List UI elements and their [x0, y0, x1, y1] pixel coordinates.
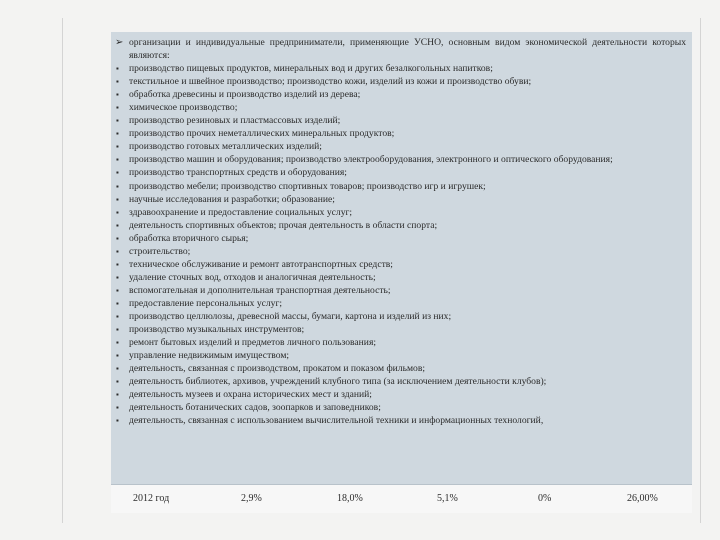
square-bullet-icon: ▪ [116, 311, 119, 321]
list-item-text: производство резиновых и пластмассовых изделий; [129, 115, 341, 127]
list-item [115, 401, 686, 414]
list-item [115, 414, 686, 427]
text-panel [111, 32, 692, 484]
square-bullet-icon: ▪ [116, 129, 119, 139]
square-bullet-icon: ▪ [116, 142, 119, 152]
list-item [115, 62, 686, 75]
square-bullet-icon: ▪ [116, 364, 119, 374]
list-item-text: строительство; [129, 245, 191, 257]
list-item [115, 323, 686, 336]
square-bullet-icon: ▪ [116, 233, 119, 243]
square-bullet-icon: ▪ [116, 259, 119, 269]
list-item [115, 349, 686, 362]
value-cell-5: 26,00% [627, 493, 658, 504]
value-cell-1: 2,9% [241, 493, 262, 504]
list-item-text: деятельность спортивных объектов; прочая деятельность в области спорта; [129, 219, 438, 231]
activity-list [115, 62, 686, 427]
list-item-text: производство целлюлозы, древесной массы, бумаги, картона и изделий из них; [129, 310, 452, 322]
list-item [115, 153, 686, 166]
square-bullet-icon: ▪ [116, 351, 119, 361]
list-item [115, 388, 686, 401]
list-item [115, 232, 686, 245]
list-item-text: деятельность, связанная с использованием вычислительной техники и информационных технологий, [129, 415, 544, 427]
square-bullet-icon: ▪ [116, 90, 119, 100]
square-bullet-icon: ▪ [116, 181, 119, 191]
square-bullet-icon: ▪ [116, 207, 119, 217]
square-bullet-icon: ▪ [116, 77, 119, 87]
value-cell-2: 18,0% [337, 493, 363, 504]
list-item [115, 166, 686, 179]
list-item-text: деятельность музеев и охрана исторических мест и зданий; [129, 389, 372, 401]
list-item [115, 258, 686, 271]
list-item-text: производство мебели; производство спортивных товаров; производство игр и игрушек; [129, 180, 486, 192]
left-divider [62, 18, 63, 523]
list-item-text: производство транспортных средств и оборудования; [129, 167, 347, 179]
square-bullet-icon: ▪ [116, 377, 119, 387]
square-bullet-icon: ▪ [116, 168, 119, 178]
table-row [111, 484, 692, 513]
list-item-text: производство музыкальных инструментов; [129, 324, 305, 336]
intro-paragraph [115, 36, 686, 62]
list-item [115, 206, 686, 219]
list-item [115, 180, 686, 193]
square-bullet-icon: ▪ [116, 194, 119, 204]
list-item [115, 193, 686, 206]
list-item [115, 219, 686, 232]
list-item-text: обработка древесины и производство изделий из дерева; [129, 89, 361, 101]
list-item [115, 297, 686, 310]
list-item [115, 310, 686, 323]
list-item [115, 140, 686, 153]
list-item-text: научные исследования и разработки; образование; [129, 193, 335, 205]
arrow-bullet-icon: ➢ [115, 37, 124, 48]
value-cell-3: 5,1% [437, 493, 458, 504]
list-item [115, 101, 686, 114]
year-cell: 2012 год [133, 493, 170, 504]
list-item-text: вспомогательная и дополнительная транспортная деятельность; [129, 284, 391, 296]
square-bullet-icon: ▪ [116, 390, 119, 400]
list-item [115, 375, 686, 388]
intro-text: организации и индивидуальные предприниматели, применяющие УСНО, основным видом экономической деятельности которых являются: [129, 37, 686, 62]
square-bullet-icon: ▪ [116, 403, 119, 413]
list-item-text: деятельность ботанических садов, зоопарков и заповедников; [129, 402, 381, 414]
list-item [115, 245, 686, 258]
square-bullet-icon: ▪ [116, 416, 119, 426]
square-bullet-icon: ▪ [116, 285, 119, 295]
list-item-text: производство готовых металлических изделий; [129, 141, 322, 153]
square-bullet-icon: ▪ [116, 220, 119, 230]
list-item [115, 114, 686, 127]
list-item [115, 75, 686, 88]
list-item-text: ремонт бытовых изделий и предметов личного пользования; [129, 337, 377, 349]
list-item-text: предоставление персональных услуг; [129, 297, 283, 309]
list-item [115, 362, 686, 375]
square-bullet-icon: ▪ [116, 103, 119, 113]
list-item-text: техническое обслуживание и ремонт автотранспортных средств; [129, 258, 393, 270]
list-item [115, 271, 686, 284]
list-item-text: производство машин и оборудования; производство электрооборудования, электронного и оптического оборудования; [129, 154, 613, 166]
square-bullet-icon: ▪ [116, 338, 119, 348]
square-bullet-icon: ▪ [116, 116, 119, 126]
square-bullet-icon: ▪ [116, 325, 119, 335]
list-item-text: текстильное и швейное производство; производство кожи, изделий из кожи и производство обуви; [129, 76, 532, 88]
list-item-text: деятельность, связанная с производством, прокатом и показом фильмов; [129, 363, 426, 375]
square-bullet-icon: ▪ [116, 272, 119, 282]
list-item-text: деятельность библиотек, архивов, учреждений клубного типа (за исключением деятельности клубов); [129, 376, 547, 388]
list-item [115, 284, 686, 297]
list-item-text: обработка вторичного сырья; [129, 232, 249, 244]
list-item-text: производство прочих неметаллических минеральных продуктов; [129, 128, 395, 140]
list-item-text: управление недвижимым имуществом; [129, 350, 290, 362]
square-bullet-icon: ▪ [116, 155, 119, 165]
list-item [115, 336, 686, 349]
right-divider [700, 18, 701, 523]
list-item-text: здравоохранение и предоставление социальных услуг; [129, 206, 353, 218]
square-bullet-icon: ▪ [116, 298, 119, 308]
list-item [115, 88, 686, 101]
list-item-text: удаление сточных вод, отходов и аналогичная деятельность; [129, 271, 376, 283]
square-bullet-icon: ▪ [116, 246, 119, 256]
list-item-text: производство пищевых продуктов, минеральных вод и других безалкогольных напитков; [129, 63, 493, 75]
list-item [115, 127, 686, 140]
list-item-text: химическое производство; [129, 102, 238, 114]
value-cell-4: 0% [538, 493, 552, 504]
square-bullet-icon: ▪ [116, 64, 119, 74]
